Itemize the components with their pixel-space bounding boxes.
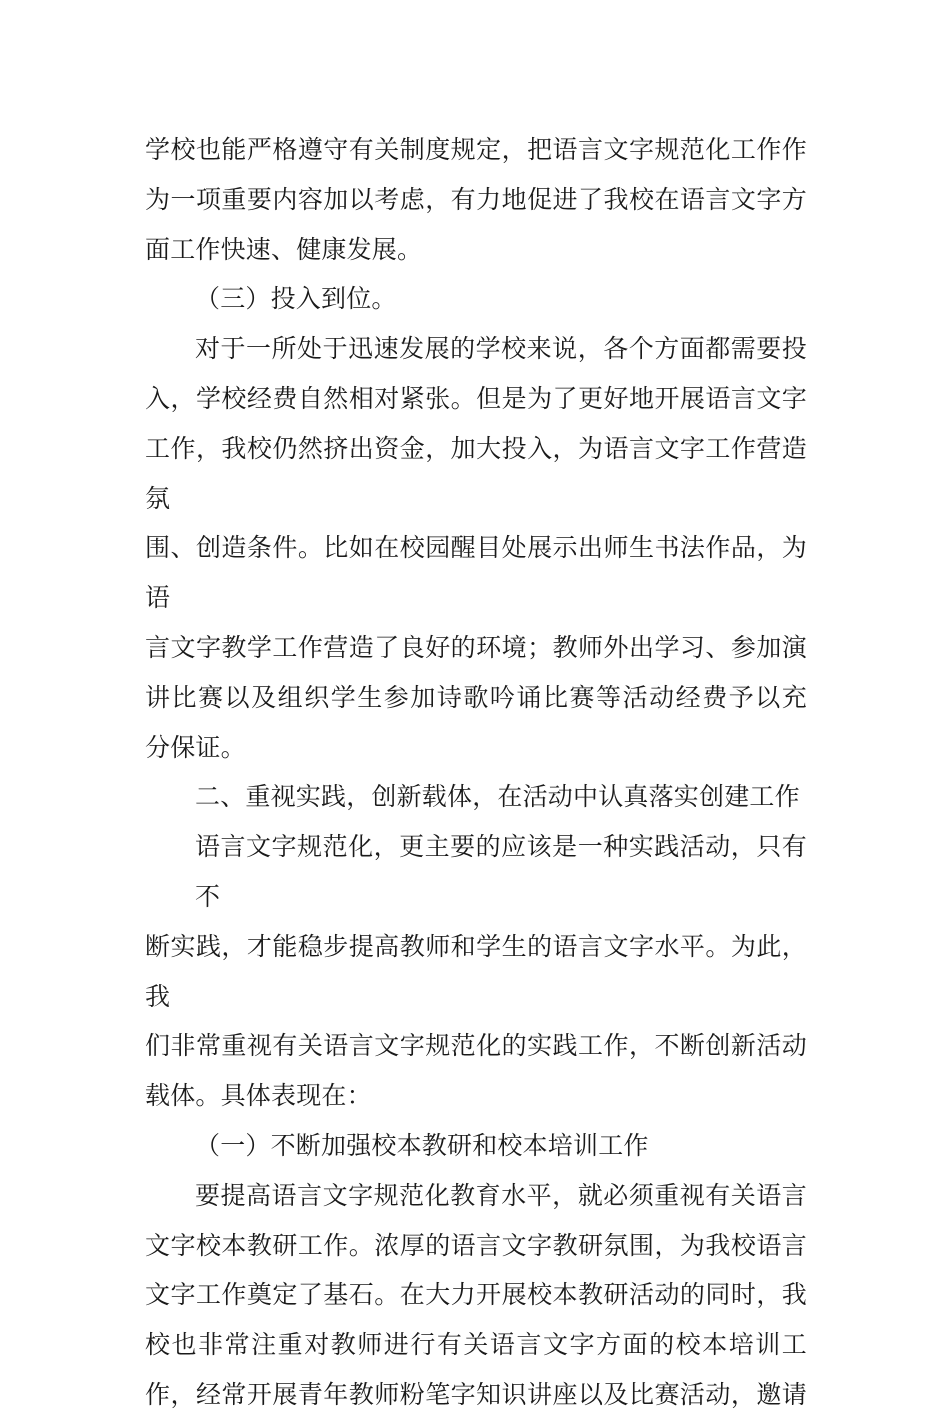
text-line: 作，经常开展青年教师粉笔字知识讲座以及比赛活动，邀请: [145, 1379, 807, 1409]
text-line: （三）投入到位。: [195, 284, 397, 314]
text-line: 言文字教学工作营造了良好的环境；教师外出学习、参加演: [145, 632, 807, 662]
text-line: 工作，我校仍然挤出资金，加大投入，为语言文字工作营造氛: [145, 433, 807, 513]
text-line: 学校也能严格遵守有关制度规定，把语言文字规范化工作作: [145, 135, 807, 164]
text-line: 文字工作奠定了基石。在大力开展校本教研活动的同时，我: [145, 1280, 807, 1310]
text-line: 载体。具体表现在：: [145, 1081, 372, 1111]
text-line: 语言文字规范化，更主要的应该是一种实践活动，只有不: [195, 832, 807, 911]
text-line: 围、创造条件。比如在校园醒目处展示出师生书法作品，为语: [145, 533, 807, 613]
text-line: 讲比赛以及组织学生参加诗歌吟诵比赛等活动经费予以充: [145, 682, 807, 712]
text-line: 校也非常注重对教师进行有关语言文字方面的校本培训工: [145, 1330, 807, 1360]
text-line: 入，学校经费自然相对紧张。但是为了更好地开展语言文字: [145, 383, 807, 413]
text-line: （一）不断加强校本教研和校本培训工作: [195, 1130, 649, 1160]
text-line: 断实践，才能稳步提高教师和学生的语言文字水平。为此，我: [145, 931, 807, 1011]
text-line: 分保证。: [145, 732, 246, 762]
text-line: 二、重视实践，创新载体，在活动中认真落实创建工作: [195, 782, 800, 812]
text-line: 们非常重视有关语言文字规范化的实践工作，不断创新活动: [145, 1031, 807, 1061]
text-line: 文字校本教研工作。浓厚的语言文字教研氛围，为我校语言: [145, 1230, 807, 1260]
document-body: [145, 125, 807, 1420]
text-line: 为一项重要内容加以考虑，有力地促进了我校在语言文字方: [145, 184, 807, 214]
text-line: 面工作快速、健康发展。: [145, 234, 423, 264]
text-line: 对于一所处于迅速发展的学校来说，各个方面都需要投: [195, 334, 807, 364]
text-line: 要提高语言文字规范化教育水平，就必须重视有关语言: [195, 1180, 807, 1210]
